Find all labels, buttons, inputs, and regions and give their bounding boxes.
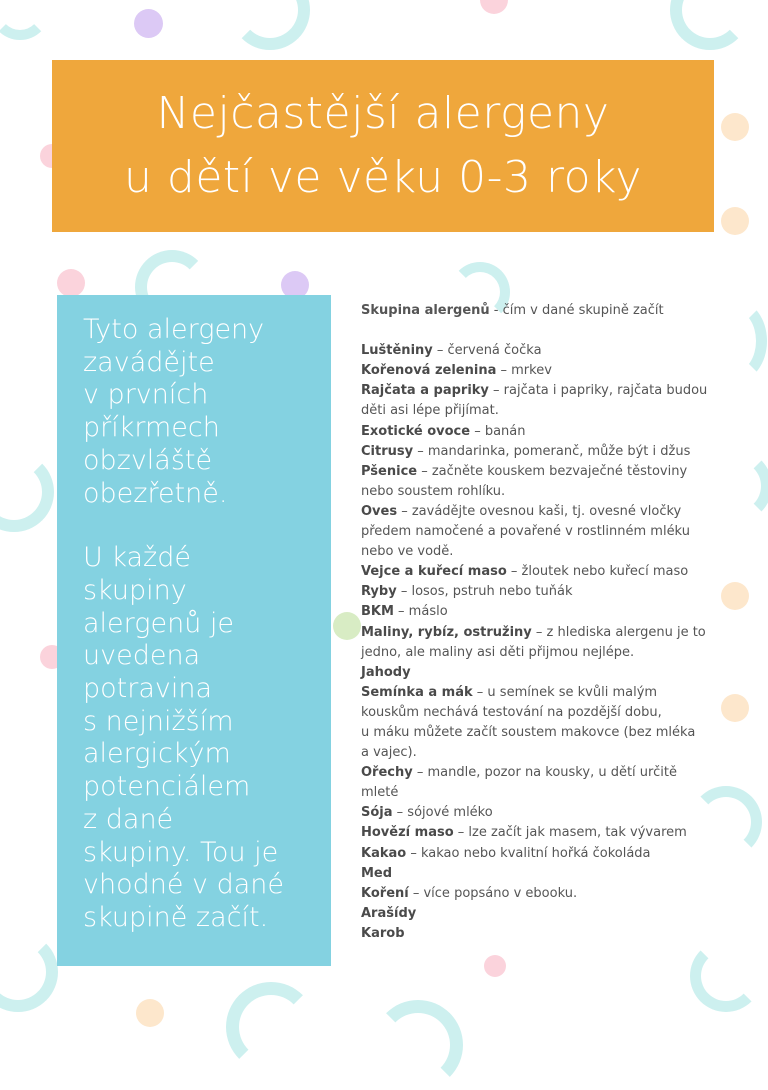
allergen-name: Ořechy xyxy=(361,765,413,781)
allergen-entry xyxy=(361,361,721,381)
allergen-entry xyxy=(361,341,721,361)
allergen-entry xyxy=(361,904,721,924)
allergen-description: – mrkev xyxy=(496,363,552,379)
decor-arc-mint xyxy=(690,940,762,1012)
decor-dot-green xyxy=(333,612,361,640)
allergen-name: Luštěniny xyxy=(361,343,433,359)
decor-arc-mint xyxy=(0,932,58,1012)
decor-dot-purple xyxy=(134,9,163,38)
page-title-line-1: Nejčastější alergeny xyxy=(156,88,610,139)
allergen-entry xyxy=(361,502,721,562)
list-header xyxy=(361,301,721,321)
allergen-list xyxy=(361,301,721,944)
allergen-name: Karob xyxy=(361,925,405,941)
allergen-description: – sójové mléko xyxy=(392,805,493,821)
allergen-entry xyxy=(361,462,721,502)
allergen-entry xyxy=(361,924,721,944)
allergen-description: – banán xyxy=(470,423,526,439)
allergen-entry xyxy=(361,602,721,622)
decor-dot-pink xyxy=(57,269,85,297)
allergen-entry xyxy=(361,884,721,904)
allergen-description: – máslo xyxy=(393,604,448,620)
title-banner xyxy=(52,60,714,232)
decor-dot-peach xyxy=(721,207,749,235)
decor-arc-mint xyxy=(226,982,316,1072)
allergen-name: Semínka a mák xyxy=(361,684,473,700)
allergen-description: – z hlediska alergenu je to jedno, ale maliny asi děti přijmou nejlépe. xyxy=(361,624,706,660)
allergen-entry xyxy=(361,763,721,803)
allergen-name: Vejce a kuřecí maso xyxy=(361,564,507,580)
allergen-description: – více popsáno v ebooku. xyxy=(408,885,578,901)
decor-arc-mint xyxy=(670,0,750,50)
allergen-entry xyxy=(361,683,721,763)
allergen-entry xyxy=(361,442,721,462)
allergen-entries xyxy=(361,341,721,944)
allergen-name: Oves xyxy=(361,503,398,519)
decor-arc-mint xyxy=(230,0,310,50)
list-header-desc: - čím v dané skupině začít xyxy=(489,303,664,318)
page-title-line-2: u dětí ve věku 0-3 roky xyxy=(124,152,642,203)
decor-dot-peach xyxy=(721,694,749,722)
allergen-description: – zavádějte ovesnou kaši, tj. ovesné vločky předem namočené a povařené v rostlinném mléku nebo ve vodě. xyxy=(361,503,690,560)
decor-arc-mint xyxy=(373,1000,463,1090)
allergen-entry xyxy=(361,864,721,884)
allergen-description: – u semínek se kvůli malým kouskům nechává testování na pozdější dobu, u máku můžete začít soustem makovce (bez mléka a vajec). xyxy=(361,684,696,761)
allergen-description: – mandle, pozor na kousky, u dětí určitě mleté xyxy=(361,765,677,801)
intro-paragraph-2: U každé skupiny alergenů je uvedena potravina s nejnižším alergickým potenciálem z dané skupiny. Tou je vhodné v dané skupině začít. xyxy=(83,542,285,933)
allergen-description: – lze začít jak masem, tak vývarem xyxy=(453,825,687,841)
decor-dot-peach xyxy=(721,113,749,141)
allergen-name: BKM xyxy=(361,604,394,620)
allergen-description: – kakao nebo kvalitní hořká čokoláda xyxy=(406,845,651,861)
allergen-entry xyxy=(361,663,721,683)
allergen-name: Jahody xyxy=(361,664,411,680)
allergen-name: Ryby xyxy=(361,584,397,600)
allergen-name: Sója xyxy=(361,805,393,821)
intro-paragraph-1: Tyto alergeny zavádějte v prvních příkrmech obzvláště obezřetně. xyxy=(83,314,265,509)
allergen-name: Kakao xyxy=(361,845,407,861)
decor-dot-peach xyxy=(721,582,749,610)
allergen-name: Maliny, rybíz, ostružiny xyxy=(361,624,532,640)
allergen-entry xyxy=(361,803,721,823)
allergen-description: – rajčata i papriky, rajčata budou děti asi lépe přijímat. xyxy=(361,383,708,419)
decor-dot-pink xyxy=(480,0,508,14)
allergen-name: Citrusy xyxy=(361,443,414,459)
allergen-entry xyxy=(361,422,721,442)
intro-panel xyxy=(57,295,331,966)
decor-arc-mint xyxy=(0,0,50,40)
allergen-entry xyxy=(361,562,721,582)
decor-dot-peach xyxy=(136,999,164,1027)
allergen-description: – červená čočka xyxy=(432,343,542,359)
allergen-entry xyxy=(361,823,721,843)
allergen-name: Hovězí maso xyxy=(361,825,454,841)
list-header-name: Skupina alergenů xyxy=(361,303,490,318)
decor-arc-mint xyxy=(0,452,54,532)
allergen-name: Exotické ovoce xyxy=(361,423,471,439)
allergen-entry xyxy=(361,844,721,864)
allergen-name: Med xyxy=(361,865,393,881)
allergen-description: – losos, pstruh nebo tuňák xyxy=(396,584,573,600)
allergen-description: – žloutek nebo kuřecí maso xyxy=(506,564,689,580)
allergen-description: – začněte kouskem bezvaječné těstoviny nebo soustem rohlíku. xyxy=(361,463,688,499)
allergen-name: Rajčata a papriky xyxy=(361,383,489,399)
allergen-entry xyxy=(361,381,721,421)
allergen-entry xyxy=(361,582,721,602)
allergen-name: Arašídy xyxy=(361,905,417,921)
allergen-name: Koření xyxy=(361,885,409,901)
decor-dot-pink xyxy=(484,955,506,977)
allergen-name: Kořenová zelenina xyxy=(361,363,497,379)
allergen-description: – mandarinka, pomeranč, může být i džus xyxy=(413,443,691,459)
allergen-name: Pšenice xyxy=(361,463,418,479)
allergen-entry xyxy=(361,623,721,663)
